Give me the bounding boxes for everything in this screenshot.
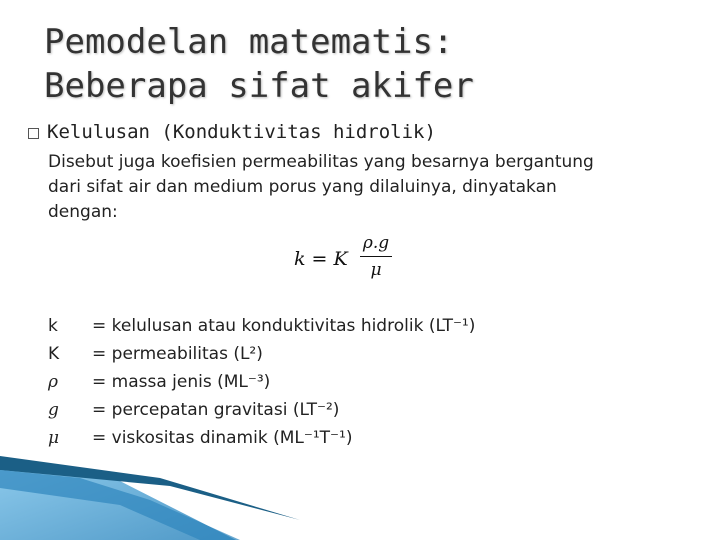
- definition-row: [48, 340, 668, 368]
- square-bullet-icon: [28, 128, 39, 139]
- formula-numerator: ρ.g: [362, 233, 390, 253]
- formula-lhs: k = K: [294, 248, 348, 270]
- description-line-3: dengan:: [48, 202, 118, 222]
- decor-wave-dark: [0, 456, 300, 520]
- title-line-2: Beberapa sifat akifer: [44, 66, 474, 106]
- formula: [292, 232, 402, 288]
- title-line-1: Pemodelan matematis:: [44, 22, 454, 62]
- definitions-list: [48, 312, 668, 452]
- formula-denominator: μ: [370, 260, 382, 280]
- definition-symbol: g: [48, 400, 59, 420]
- definition-row: [48, 424, 668, 452]
- definition-text: = percepatan gravitasi (LT⁻²): [92, 400, 340, 420]
- bullet-item: [28, 118, 436, 146]
- definition-text: = viskositas dinamik (ML⁻¹T⁻¹): [92, 428, 353, 448]
- description: [48, 150, 688, 225]
- definition-text: = massa jenis (ML⁻³): [92, 372, 271, 392]
- slide-title: [44, 20, 684, 108]
- decor-wave-light: [0, 458, 236, 540]
- fraction-bar: [360, 256, 392, 257]
- definition-row: [48, 396, 668, 424]
- definition-row: [48, 368, 668, 396]
- description-line-2: dari sifat air dan medium porus yang dilaluinya, dinyatakan: [48, 177, 557, 197]
- definition-symbol: K: [48, 344, 60, 364]
- definition-symbol: ρ: [48, 372, 58, 392]
- definition-symbol: k: [48, 316, 58, 336]
- definition-text: = kelulusan atau konduktivitas hidrolik (LT⁻¹): [92, 316, 476, 336]
- decor-wave-mid: [0, 470, 240, 540]
- definition-symbol: μ: [48, 428, 60, 448]
- description-line-1: Disebut juga koefisien permeabilitas yang besarnya bergantung: [48, 152, 594, 172]
- bullet-heading: Kelulusan (Konduktivitas hidrolik): [47, 121, 436, 143]
- definition-text: = permeabilitas (L²): [92, 344, 263, 364]
- definition-row: [48, 312, 668, 340]
- formula-fraction: [360, 232, 392, 281]
